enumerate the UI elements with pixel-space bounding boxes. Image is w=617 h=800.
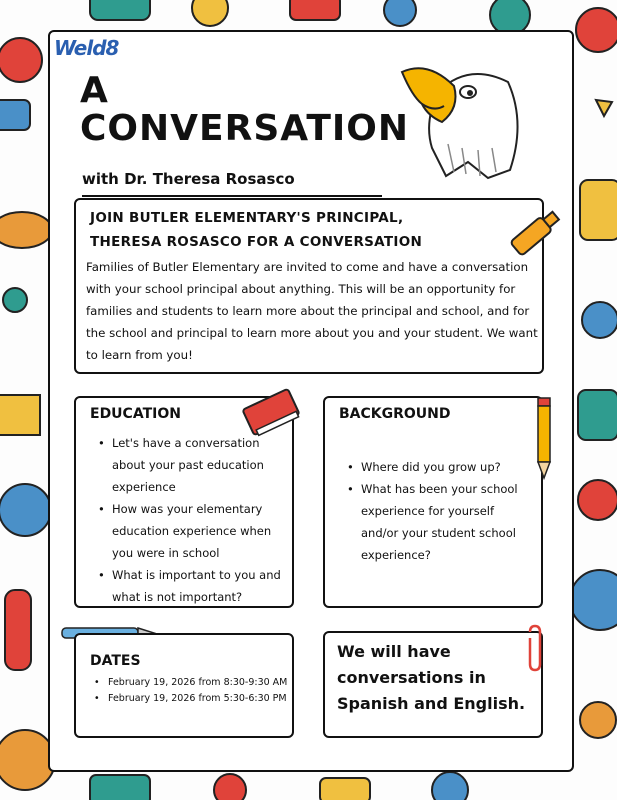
list-item: • Let's have a conversation about your past education experience xyxy=(94,432,292,498)
pencil-icon xyxy=(534,396,554,480)
district-logo xyxy=(54,36,118,60)
logo-suffix: 8 xyxy=(105,36,119,60)
eagle-mascot-icon xyxy=(398,52,530,184)
dates-box xyxy=(74,633,294,738)
list-item: • February 19, 2026 from 8:30-9:30 AM xyxy=(90,675,290,691)
list-item: • February 19, 2026 from 5:30-6:30 PM xyxy=(90,691,290,707)
logo-text: Weld xyxy=(54,36,106,60)
background-box xyxy=(323,396,543,608)
title-line-1: A xyxy=(80,70,109,111)
paperclip-icon xyxy=(524,624,546,674)
dates-heading: DATES xyxy=(90,653,141,669)
background-list xyxy=(343,456,533,566)
list-item: • What has been your school experience for yourself and/or your student school experience? xyxy=(343,478,533,566)
subtitle: with Dr. Theresa Rosasco xyxy=(82,170,295,188)
intro-body: Families of Butler Elementary are invited to come and have a conversation with your school principal about anything. This will be an opportunity for families and students to learn more about the principal and school, and for the school and principal to learn more about you and your student. We want to learn from you! xyxy=(86,260,538,362)
intro-box xyxy=(74,198,544,374)
dates-list xyxy=(90,675,290,707)
education-list xyxy=(94,432,292,608)
list-item: • What is important to you and what is not important? xyxy=(94,564,292,608)
intro-heading: JOIN BUTLER ELEMENTARY'S PRINCIPAL, THERESA ROSASCO FOR A CONVERSATION xyxy=(90,210,423,250)
language-note: We will have conversations in Spanish and English. xyxy=(337,642,526,713)
subtitle-underline xyxy=(82,195,382,197)
background-heading: BACKGROUND xyxy=(339,406,451,422)
list-item: • How was your elementary education experience when you were in school xyxy=(94,498,292,564)
list-item: • Where did you grow up? xyxy=(343,456,533,478)
language-note-box xyxy=(323,631,543,738)
highlighter-icon xyxy=(500,198,570,268)
book-icon xyxy=(238,384,304,440)
title-line-2: CONVERSATION xyxy=(80,108,410,149)
education-heading: EDUCATION xyxy=(90,406,181,422)
